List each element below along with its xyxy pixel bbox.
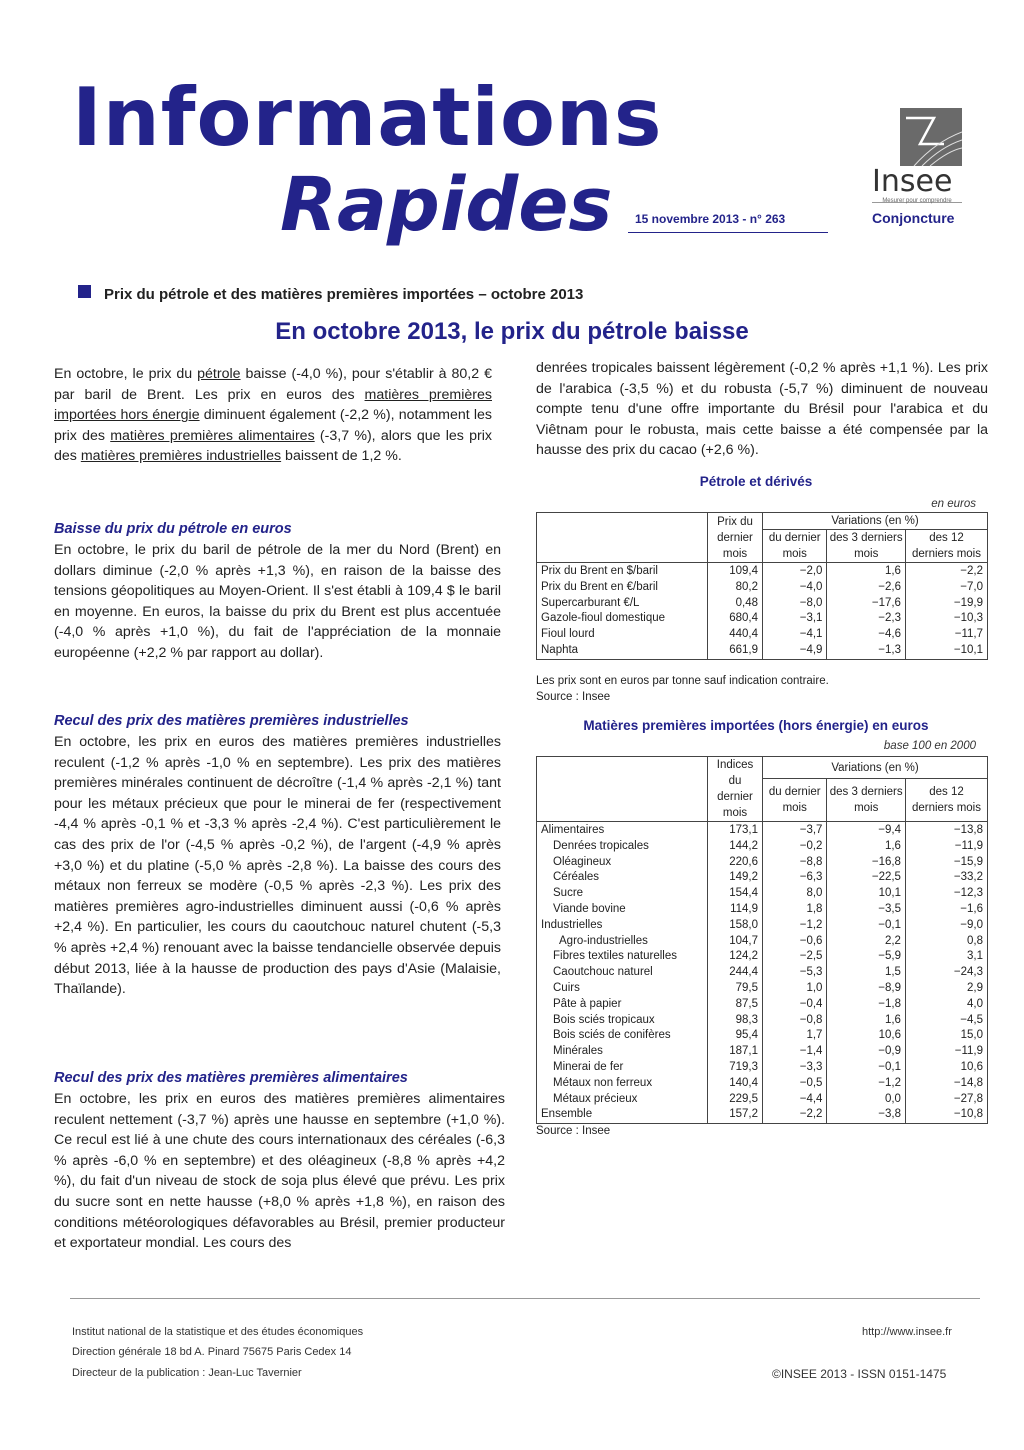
row-label: Bois sciés tropicaux — [537, 1013, 708, 1029]
row-v1: −4,9 — [763, 643, 827, 659]
header-v1: du dernier mois — [763, 530, 827, 563]
row-price: 80,2 — [708, 580, 763, 596]
row-label: Denrées tropicales — [537, 839, 708, 855]
table2-source: Source : Insee — [536, 1125, 611, 1137]
row-price: 229,5 — [708, 1092, 763, 1108]
table-row — [537, 839, 988, 855]
row-v12: 15,0 — [905, 1028, 987, 1044]
row-v12: −10,3 — [905, 611, 987, 627]
row-label: Cuirs — [537, 981, 708, 997]
section-paragraph: En octobre, le prix du baril de pétrole de la mer du Nord (Brent) en dollars diminue (-2,0 % après +1,3 %), en raison de la baisse des tensions géopolitiques au Moyen-Orient. Il s'est établi à 109,4 $ le baril en moyenne. En euros, la baisse du prix du Brent est plus accentuée (-4,0 % après +1,0 %), du fait de l'appréciation de la monnaie européenne (+2,2 % par rapport au dollar). — [54, 542, 501, 661]
row-v3: −4,6 — [827, 627, 906, 643]
row-v12: −2,2 — [905, 563, 987, 580]
row-price: 114,9 — [708, 902, 763, 918]
row-price: 95,4 — [708, 1028, 763, 1044]
row-v3: −0,1 — [827, 1060, 906, 1076]
masthead-title-informations: Informations — [72, 71, 663, 164]
row-price: 661,9 — [708, 643, 763, 659]
row-v1: −3,7 — [763, 822, 827, 839]
row-v12: −4,5 — [905, 1013, 987, 1029]
row-v12: −19,9 — [905, 596, 987, 612]
row-label: Caoutchouc naturel — [537, 965, 708, 981]
row-v1: −1,4 — [763, 1044, 827, 1060]
row-label: Minérales — [537, 1044, 708, 1060]
row-price: 187,1 — [708, 1044, 763, 1060]
row-price: 173,1 — [708, 822, 763, 839]
section-paragraph: En octobre, les prix en euros des matières premières industrielles reculent (-1,2 % après -1,0 % en septembre). Les prix des matières premières minérales continuent de décroître (-1,4 % après -2,1 %) tant pour les métaux précieux que pour le minerai de fer (respectivement -4,4 % après -0,1 % et -3,3 % après -2,4 %). C'est particulièrement le cas des prix de l'or (-4,5 % après -0,2 %), de l'argent (-4,9 % après +3,0 %) et du platine (-5,0 % après -2,8 %). La baisse des cours des métaux non ferreux se modère (-0,5 % après -2,3 %). Les prix des matières premières agro-industrielles diminuent aussi (-0,6 % après +2,4 %). En particulier, les cours du caoutchouc naturel chutent (-5,3 % après +2,4 %) renouant avec la baisse tendancielle observée depuis début 2013, liée à la hausse de production des pays d'Asie (Malaisie, Thaïlande). — [54, 734, 501, 998]
row-label: Gazole-fioul domestique — [537, 611, 708, 627]
row-price: 157,2 — [708, 1107, 763, 1123]
row-v12: 0,8 — [905, 934, 987, 950]
header-v12: des 12 derniers mois — [905, 530, 987, 563]
row-label: Naphta — [537, 643, 708, 659]
row-v12: −10,8 — [905, 1107, 987, 1123]
insee-logo-name: Insee — [872, 164, 953, 199]
section-title: Recul des prix des matières premières industrielles — [54, 713, 409, 729]
table1-unit: en euros — [931, 498, 976, 510]
row-label: Alimentaires — [537, 822, 708, 839]
row-v3: 0,0 — [827, 1092, 906, 1108]
table-row — [537, 997, 988, 1013]
masthead-rule — [628, 232, 828, 233]
row-label: Fioul lourd — [537, 627, 708, 643]
row-v3: 1,5 — [827, 965, 906, 981]
section-title: Recul des prix des matières premières alimentaires — [54, 1070, 408, 1086]
subject-line: Prix du pétrole et des matières premières importées – octobre 2013 — [104, 286, 584, 303]
row-v3: −5,9 — [827, 949, 906, 965]
table-row — [537, 981, 988, 997]
row-label: Ensemble — [537, 1107, 708, 1123]
row-price: 149,2 — [708, 870, 763, 886]
row-price: 144,2 — [708, 839, 763, 855]
row-label: Pâte à papier — [537, 997, 708, 1013]
footer-rule — [70, 1298, 980, 1299]
table-petrole — [536, 512, 988, 660]
subject-bullet-icon — [78, 285, 91, 298]
table1-note: Les prix sont en euros par tonne sauf indication contraire. — [536, 675, 829, 687]
row-label: Céréales — [537, 870, 708, 886]
footer-address: Direction générale 18 bd A. Pinard 75675 Paris Cedex 14 — [72, 1346, 352, 1358]
row-v3: −1,2 — [827, 1076, 906, 1092]
row-price: 140,4 — [708, 1076, 763, 1092]
row-v12: 2,9 — [905, 981, 987, 997]
row-v1: −4,1 — [763, 627, 827, 643]
table-row — [537, 643, 988, 659]
row-v3: −2,3 — [827, 611, 906, 627]
table-row — [537, 1076, 988, 1092]
row-v1: −8,8 — [763, 855, 827, 871]
row-v3: 10,6 — [827, 1028, 906, 1044]
row-price: 244,4 — [708, 965, 763, 981]
logo-tagline: Mesurer pour comprendre — [882, 198, 952, 204]
row-v12: 10,6 — [905, 1060, 987, 1076]
table-row — [537, 580, 988, 596]
row-label: Métaux précieux — [537, 1092, 708, 1108]
row-v3: 1,6 — [827, 839, 906, 855]
row-v12: −11,9 — [905, 839, 987, 855]
row-v12: −24,3 — [905, 965, 987, 981]
row-v1: 1,8 — [763, 902, 827, 918]
table-row — [537, 611, 988, 627]
header-v12: des 12 derniers mois — [905, 779, 987, 822]
row-v1: −4,0 — [763, 580, 827, 596]
row-v1: 8,0 — [763, 886, 827, 902]
row-label: Bois sciés de conifères — [537, 1028, 708, 1044]
intro-paragraph: En octobre, le prix du pétrole baisse (-4,0 %), pour s'établir à 80,2 € par baril de Brent. Les prix en euros des matières premières importées hors énergie diminuent également (-2,2 %), notamment les prix des matières premières alimentaires (-3,7 %), alors que les prix des matières premières industrielles baissent de 1,2 %. — [54, 366, 493, 465]
row-label: Métaux non ferreux — [537, 1076, 708, 1092]
link-matieres-industrielles[interactable]: matières premières industrielles — [80, 448, 282, 465]
table-row — [537, 822, 988, 839]
right-paragraph: denrées tropicales baissent légèrement (-0,2 % après +1,1 %). Les prix de l'arabica (-3,5 %) et du robusta (-5,7 %) diminuent de nouveau compte tenu d'une offre importante du Brésil pour l'arabica et du Viêtnam pour le robusta, mais cette baisse a été compensée par la hausse des prix du cacao (+2,6 %). — [536, 360, 988, 459]
row-v1: −0,2 — [763, 839, 827, 855]
table-row — [537, 886, 988, 902]
section-paragraph: En octobre, les prix en euros des matières premières alimentaires reculent nettement (-3,7 %) après une hausse en septembre (+1,0 %). Ce recul est lié à une chute des cours internationaux des céréales (-6,3 % après -6,0 % en septembre) et des oléagineux (-8,8 % après +4,2 %), du fait d'un niveau de stock de soja plus élevé que prévu. Les prix du sucre sont en nette hausse (+8,0 % après +1,8 %), en raison des conditions météorologiques défavorables au Brésil, premier producteur et exportateur mondial. Les cours des — [54, 1091, 505, 1252]
row-price: 0,48 — [708, 596, 763, 612]
table-row — [537, 918, 988, 934]
table-row — [537, 949, 988, 965]
row-v1: −2,0 — [763, 563, 827, 580]
row-v1: −3,3 — [763, 1060, 827, 1076]
row-v12: 3,1 — [905, 949, 987, 965]
table-row — [537, 902, 988, 918]
row-v3: −1,3 — [827, 643, 906, 659]
row-v12: −10,1 — [905, 643, 987, 659]
row-v1: −0,6 — [763, 934, 827, 950]
row-price: 98,3 — [708, 1013, 763, 1029]
row-v3: −0,9 — [827, 1044, 906, 1060]
row-label: Industrielles — [537, 918, 708, 934]
header-blank — [537, 513, 708, 563]
table-row — [537, 563, 988, 580]
insee-logo-icon — [900, 108, 962, 166]
table-row — [537, 1092, 988, 1108]
row-v12: −11,7 — [905, 627, 987, 643]
row-v1: −0,8 — [763, 1013, 827, 1029]
row-v12: −33,2 — [905, 870, 987, 886]
footer-director: Directeur de la publication : Jean-Luc Tavernier — [72, 1367, 302, 1379]
row-price: 79,5 — [708, 981, 763, 997]
footer-url-link[interactable]: http://www.insee.fr — [862, 1326, 952, 1338]
table-row — [537, 965, 988, 981]
row-label: Sucre — [537, 886, 708, 902]
row-v3: −0,1 — [827, 918, 906, 934]
table-row — [537, 1028, 988, 1044]
row-price: 154,4 — [708, 886, 763, 902]
table-matieres — [536, 756, 988, 1124]
row-label: Prix du Brent en $/baril — [537, 563, 708, 580]
row-v1: 1,7 — [763, 1028, 827, 1044]
table1-title: Pétrole et dérivés — [699, 474, 813, 489]
row-v12: −12,3 — [905, 886, 987, 902]
row-v1: −2,5 — [763, 949, 827, 965]
row-v1: −2,2 — [763, 1107, 827, 1123]
row-v3: −16,8 — [827, 855, 906, 871]
link-matieres-alimentaires[interactable]: matières premières alimentaires — [110, 427, 315, 444]
table-row — [537, 596, 988, 612]
row-v1: 1,0 — [763, 981, 827, 997]
row-v3: −1,8 — [827, 997, 906, 1013]
table-row — [537, 1107, 988, 1123]
header-v3: des 3 derniers mois — [827, 530, 906, 563]
row-price: 87,5 — [708, 997, 763, 1013]
row-v3: −9,4 — [827, 822, 906, 839]
row-label: Minerai de fer — [537, 1060, 708, 1076]
row-v12: −7,0 — [905, 580, 987, 596]
logo-section: Conjoncture — [872, 210, 955, 226]
row-v12: −27,8 — [905, 1092, 987, 1108]
row-v3: 1,6 — [827, 563, 906, 580]
row-v1: −8,0 — [763, 596, 827, 612]
row-label: Oléagineux — [537, 855, 708, 871]
table2-title: Matières premières importées (hors énergie) en euros — [583, 718, 929, 733]
section-title: Baisse du prix du pétrole en euros — [54, 521, 292, 537]
header-variations: Variations (en %) — [763, 757, 988, 779]
row-v12: 4,0 — [905, 997, 987, 1013]
header-blank — [537, 757, 708, 822]
table2-unit: base 100 en 2000 — [883, 740, 976, 752]
table1-source: Source : Insee — [536, 691, 611, 703]
row-v12: −15,9 — [905, 855, 987, 871]
row-v3: −17,6 — [827, 596, 906, 612]
header-price: Indices du dernier mois — [708, 757, 763, 822]
row-v1: −0,4 — [763, 997, 827, 1013]
issue-date: 15 novembre 2013 - n° 263 — [635, 212, 786, 226]
row-v3: −22,5 — [827, 870, 906, 886]
table-row — [537, 1060, 988, 1076]
table-row — [537, 855, 988, 871]
row-v1: −6,3 — [763, 870, 827, 886]
row-v3: −3,8 — [827, 1107, 906, 1123]
row-label: Prix du Brent en €/baril — [537, 580, 708, 596]
row-v12: −1,6 — [905, 902, 987, 918]
row-v3: −8,9 — [827, 981, 906, 997]
table-row — [537, 934, 988, 950]
header-v1: du dernier mois — [763, 779, 827, 822]
header-v3: des 3 derniers mois — [827, 779, 906, 822]
row-v3: −3,5 — [827, 902, 906, 918]
row-v1: −1,2 — [763, 918, 827, 934]
row-label: Viande bovine — [537, 902, 708, 918]
row-price: 220,6 — [708, 855, 763, 871]
row-label: Fibres textiles naturelles — [537, 949, 708, 965]
row-v12: −14,8 — [905, 1076, 987, 1092]
footer-institut: Institut national de la statistique et des études économiques — [72, 1326, 364, 1338]
table-row — [537, 1044, 988, 1060]
row-v3: 2,2 — [827, 934, 906, 950]
header-price: Prix du dernier mois — [708, 513, 763, 563]
row-label: Supercarburant €/L — [537, 596, 708, 612]
link-matieres-hors-energie[interactable]: matières premières importées hors énergie — [54, 386, 492, 424]
table-row — [537, 627, 988, 643]
table-row — [537, 870, 988, 886]
header-variations: Variations (en %) — [763, 513, 988, 530]
row-price: 680,4 — [708, 611, 763, 627]
row-price: 719,3 — [708, 1060, 763, 1076]
masthead-title-rapides: Rapides — [280, 162, 613, 248]
row-price: 158,0 — [708, 918, 763, 934]
footer-copyright: ©INSEE 2013 - ISSN 0151-1475 — [772, 1367, 947, 1381]
row-v3: 10,1 — [827, 886, 906, 902]
row-label: Agro-industrielles — [537, 934, 708, 950]
row-v12: −9,0 — [905, 918, 987, 934]
row-price: 109,4 — [708, 563, 763, 580]
row-price: 104,7 — [708, 934, 763, 950]
row-price: 440,4 — [708, 627, 763, 643]
row-price: 124,2 — [708, 949, 763, 965]
link-petrole[interactable]: pétrole — [197, 366, 241, 382]
row-v12: −13,8 — [905, 822, 987, 839]
row-v1: −5,3 — [763, 965, 827, 981]
row-v1: −3,1 — [763, 611, 827, 627]
row-v12: −11,9 — [905, 1044, 987, 1060]
row-v3: 1,6 — [827, 1013, 906, 1029]
table-row — [537, 1013, 988, 1029]
row-v3: −2,6 — [827, 580, 906, 596]
headline: En octobre 2013, le prix du pétrole baisse — [275, 318, 749, 345]
row-v1: −4,4 — [763, 1092, 827, 1108]
row-v1: −0,5 — [763, 1076, 827, 1092]
